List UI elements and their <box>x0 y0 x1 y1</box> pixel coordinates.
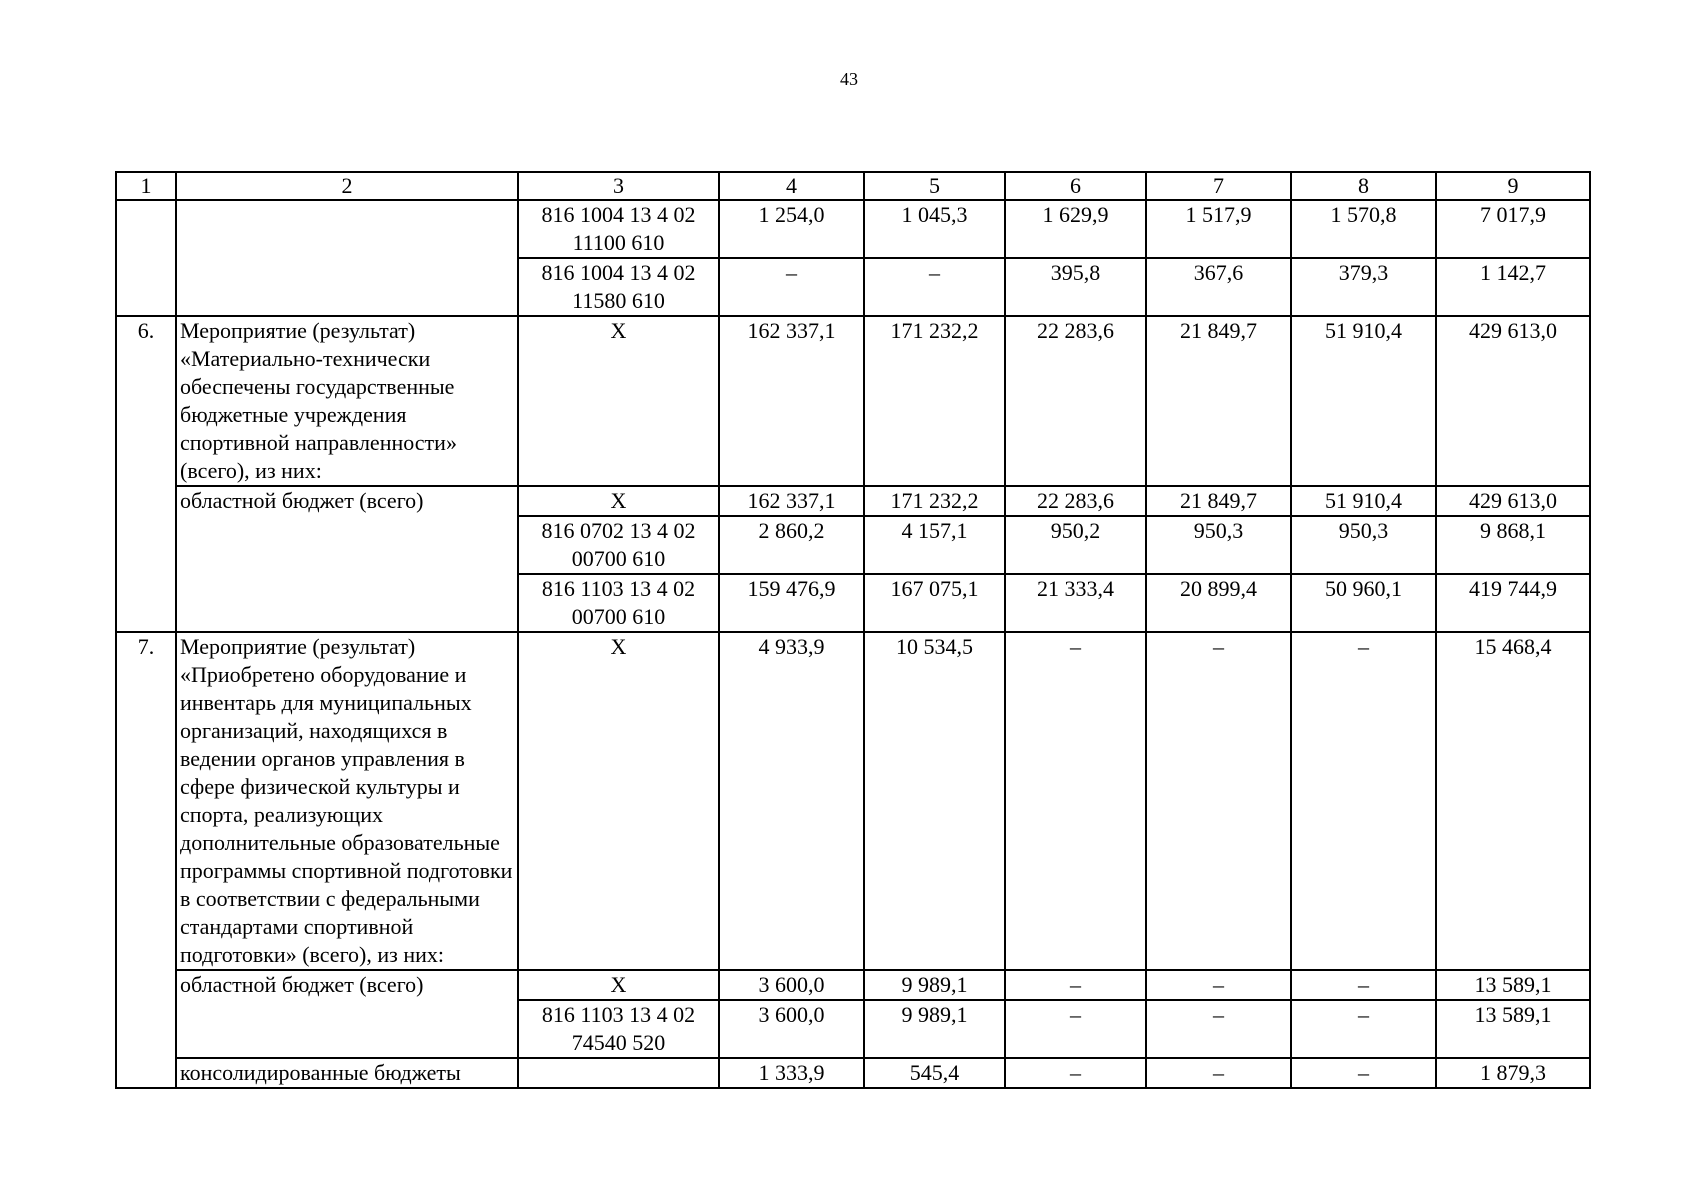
row-name-cell: Мероприятие (результат) «Приобретено оборудование и инвентарь для муниципальных организаций, находящихся в ведении органов управления в сфере физической культуры и спорта, реализующих дополнительные образовательные программы спортивной подготовки в соответствии с федеральными стандартами спортивной подготовки» (всего), из них: <box>176 632 518 970</box>
value-cell: – <box>1146 1058 1291 1088</box>
budget-code-cell: Х <box>518 970 719 1000</box>
value-cell: 21 333,4 <box>1005 574 1146 632</box>
value-cell: 10 534,5 <box>864 632 1005 970</box>
value-cell: 395,8 <box>1005 258 1146 316</box>
value-cell: 1 045,3 <box>864 200 1005 258</box>
page-number: 43 <box>840 69 858 89</box>
value-cell: 1 333,9 <box>719 1058 864 1088</box>
row-number-cell <box>116 200 176 316</box>
value-cell: 15 468,4 <box>1436 632 1590 970</box>
value-cell: 950,3 <box>1146 516 1291 574</box>
value-cell: – <box>1005 1000 1146 1058</box>
value-cell: – <box>1146 1000 1291 1058</box>
value-cell: 22 283,6 <box>1005 486 1146 516</box>
value-cell: 22 283,6 <box>1005 316 1146 486</box>
value-cell: 9 868,1 <box>1436 516 1590 574</box>
value-cell: – <box>864 258 1005 316</box>
value-cell: – <box>1146 970 1291 1000</box>
row-number-cell: 6. <box>116 316 176 632</box>
value-cell: – <box>1005 970 1146 1000</box>
value-cell: 9 989,1 <box>864 1000 1005 1058</box>
value-cell: 171 232,2 <box>864 316 1005 486</box>
row-name-cell: областной бюджет (всего) <box>176 970 518 1058</box>
budget-code-cell: 816 1004 13 4 02 11580 610 <box>518 258 719 316</box>
value-cell: 50 960,1 <box>1291 574 1436 632</box>
value-cell: 3 600,0 <box>719 970 864 1000</box>
budget-code-cell: Х <box>518 486 719 516</box>
column-number: 3 <box>518 172 719 200</box>
table-row <box>116 1058 1590 1088</box>
budget-code-cell: Х <box>518 316 719 486</box>
value-cell: 159 476,9 <box>719 574 864 632</box>
budget-code-cell: 816 1004 13 4 02 11100 610 <box>518 200 719 258</box>
budget-code-cell <box>518 1058 719 1088</box>
budget-code-cell: 816 1103 13 4 02 74540 520 <box>518 1000 719 1058</box>
column-number: 2 <box>176 172 518 200</box>
value-cell: – <box>1291 970 1436 1000</box>
value-cell: – <box>719 258 864 316</box>
row-name-cell <box>176 200 518 316</box>
budget-code-cell: Х <box>518 632 719 970</box>
value-cell: – <box>1291 1058 1436 1088</box>
value-cell: 13 589,1 <box>1436 970 1590 1000</box>
value-cell: 4 157,1 <box>864 516 1005 574</box>
value-cell: 1 517,9 <box>1146 200 1291 258</box>
value-cell: 9 989,1 <box>864 970 1005 1000</box>
value-cell: 1 142,7 <box>1436 258 1590 316</box>
value-cell: 950,2 <box>1005 516 1146 574</box>
row-name-cell: консолидированные бюджеты <box>176 1058 518 1088</box>
value-cell: 13 589,1 <box>1436 1000 1590 1058</box>
table-row <box>116 316 1590 486</box>
value-cell: 4 933,9 <box>719 632 864 970</box>
column-number: 6 <box>1005 172 1146 200</box>
value-cell: – <box>1005 632 1146 970</box>
value-cell: 1 629,9 <box>1005 200 1146 258</box>
row-number-cell: 7. <box>116 632 176 1088</box>
column-number: 4 <box>719 172 864 200</box>
value-cell: 21 849,7 <box>1146 486 1291 516</box>
value-cell: 3 600,0 <box>719 1000 864 1058</box>
value-cell: 162 337,1 <box>719 316 864 486</box>
column-number-row <box>116 172 1590 200</box>
value-cell: – <box>1291 1000 1436 1058</box>
column-number: 8 <box>1291 172 1436 200</box>
column-number: 9 <box>1436 172 1590 200</box>
value-cell: 950,3 <box>1291 516 1436 574</box>
table-row <box>116 486 1590 516</box>
value-cell: – <box>1291 632 1436 970</box>
budget-code-cell: 816 0702 13 4 02 00700 610 <box>518 516 719 574</box>
table-row <box>116 200 1590 258</box>
value-cell: 162 337,1 <box>719 486 864 516</box>
column-number: 1 <box>116 172 176 200</box>
value-cell: 20 899,4 <box>1146 574 1291 632</box>
value-cell: 379,3 <box>1291 258 1436 316</box>
value-cell: 429 613,0 <box>1436 316 1590 486</box>
value-cell: 545,4 <box>864 1058 1005 1088</box>
value-cell: 171 232,2 <box>864 486 1005 516</box>
budget-table <box>115 171 1591 1089</box>
value-cell: 2 860,2 <box>719 516 864 574</box>
value-cell: 51 910,4 <box>1291 486 1436 516</box>
column-number: 7 <box>1146 172 1291 200</box>
value-cell: 1 879,3 <box>1436 1058 1590 1088</box>
table-row <box>116 632 1590 970</box>
value-cell: 429 613,0 <box>1436 486 1590 516</box>
row-name-cell: областной бюджет (всего) <box>176 486 518 632</box>
value-cell: 51 910,4 <box>1291 316 1436 486</box>
value-cell: 419 744,9 <box>1436 574 1590 632</box>
value-cell: – <box>1005 1058 1146 1088</box>
budget-code-cell: 816 1103 13 4 02 00700 610 <box>518 574 719 632</box>
value-cell: 7 017,9 <box>1436 200 1590 258</box>
value-cell: 367,6 <box>1146 258 1291 316</box>
value-cell: – <box>1146 632 1291 970</box>
value-cell: 21 849,7 <box>1146 316 1291 486</box>
row-name-cell: Мероприятие (результат) «Материально-технически обеспечены государственные бюджетные учреждения спортивной направленности» (всего), из них: <box>176 316 518 486</box>
table-row <box>116 970 1590 1000</box>
value-cell: 1 254,0 <box>719 200 864 258</box>
value-cell: 1 570,8 <box>1291 200 1436 258</box>
value-cell: 167 075,1 <box>864 574 1005 632</box>
column-number: 5 <box>864 172 1005 200</box>
